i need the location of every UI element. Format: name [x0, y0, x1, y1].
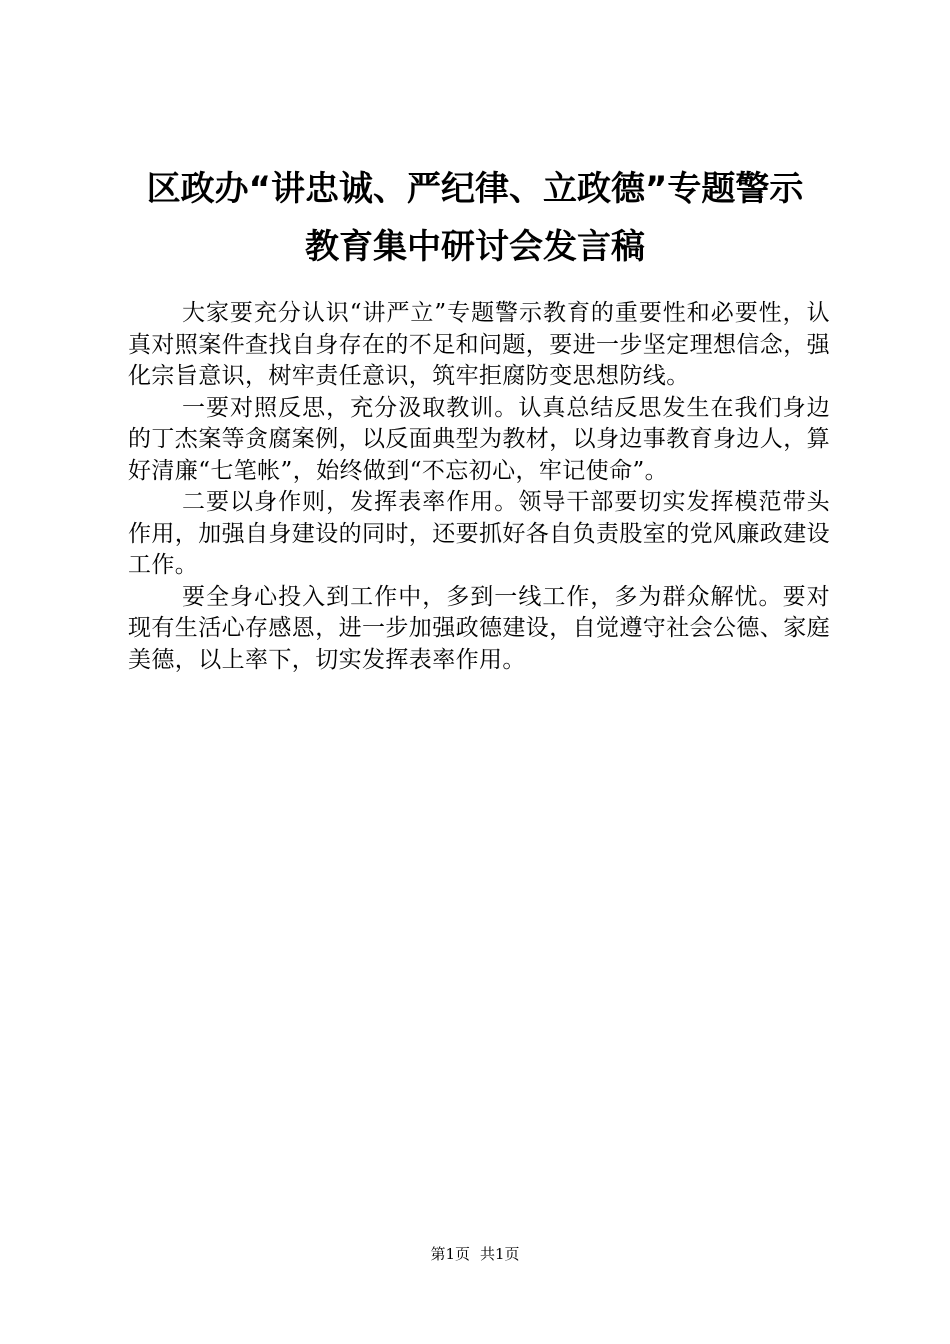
title-line-2: 教育集中研讨会发言稿 [305, 227, 645, 267]
document-body [128, 298, 830, 676]
paragraph-intro: 大家要充分认识“讲严立”专题警示教育的重要性和必要性，认真对照案件查找自身存在的不足和问题，要进一步坚定理想信念，强化宗旨意识，树牢责任意识，筑牢拒腐防变思想防线。 [128, 300, 830, 389]
paragraph-point-2: 二要以身作则，发挥表率作用。领导干部要切实发挥模范带头作用，加强自身建设的同时，还要抓好各自负责股室的党风廉政建设工作。 [128, 489, 830, 578]
page-total: 共1页 [480, 1245, 520, 1263]
paragraph-point-3: 要全身心投入到工作中，多到一线工作，多为群众解忧。要对现有生活心存感恩，进一步加强政德建设，自觉遵守社会公德、家庭美德，以上率下，切实发挥表率作用。 [128, 583, 830, 673]
title-line-1: 区政办“讲忠诚、严纪律、立政德”专题警示 [146, 169, 804, 209]
page-footer [0, 1244, 950, 1264]
document-title [120, 160, 830, 276]
paragraph-point-1: 一要对照反思，充分汲取教训。认真总结反思发生在我们身边的丁杰案等贪腐案例，以反面典型为教材，以身边事教育身边人，算好清廉“七笔帐”，始终做到“不忘初心，牢记使命”。 [128, 394, 830, 484]
page-number: 第1页 [430, 1245, 470, 1263]
